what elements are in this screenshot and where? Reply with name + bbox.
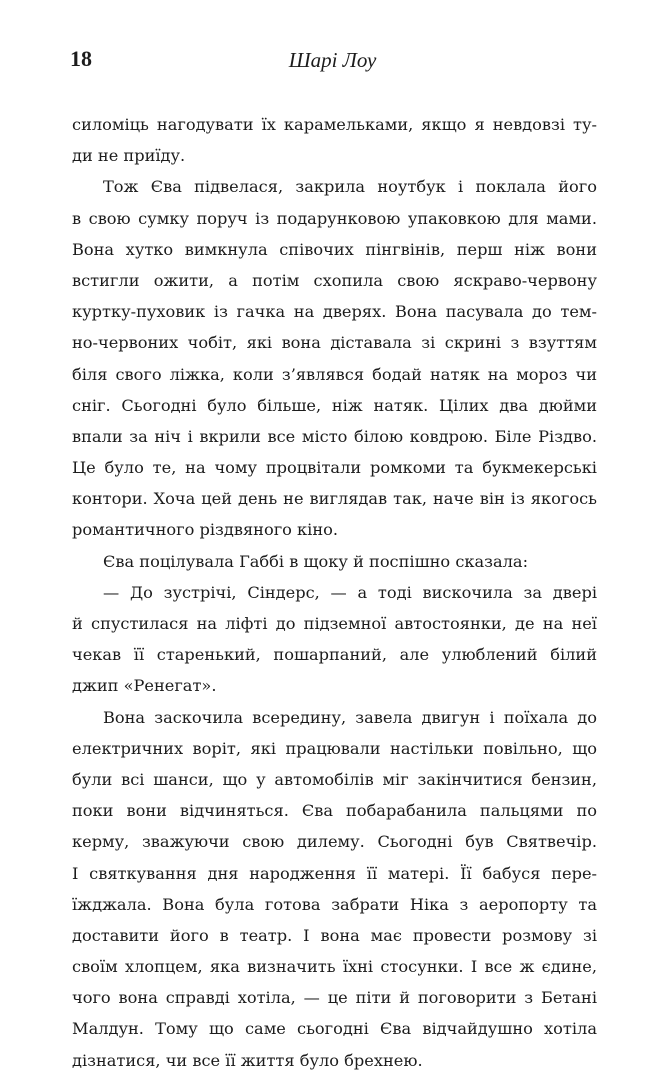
text-line: й спустилася на ліфті до підземної автостоянки, де на неї [72,614,597,633]
text-line: куртку-пуховик із гачка на дверях. Вона пасувала до тем- [72,302,597,322]
text-line: Тож Єва підвелася, закрила ноутбук і поклала його [103,177,597,197]
text-line: джип «Ренегат». [72,676,217,696]
text-line: біля свого ліжка, коли з’являвся бодай натяк на мороз чи [72,364,597,384]
text-line: впали за ніч і вкрили все місто білою ковдрою. Біле Різдво. [72,426,597,446]
text-line: доставити його в театр. І вона має провести розмову зі [72,925,597,945]
text-line: Вона хутко вимкнула співочих пінгвінів, перш ніж вони [72,239,597,259]
text-line: сніг. Сьогодні було більше, ніж натяк. Цілих два дюйми [72,395,597,415]
text-line: були всі шанси, що у автомобілів міг закінчитися бензин, [72,769,597,789]
body-text [72,109,597,1076]
text-line: ди не приїду. [72,146,186,166]
text-line: встигли ожити, а потім схопила свою яскраво-червону [72,270,597,290]
text-line: Єва поцілувала Габбі в щоку й поспішно сказала: [103,551,529,571]
text-line: силоміць нагодувати їх карамельками, якщо я невдовзі ту- [72,115,597,134]
text-line: контори. Хоча цей день не виглядав так, наче він із якогось [72,489,597,509]
text-line: їжджала. Вона була готова забрати Ніка з аеропорту та [72,894,597,914]
text-line: романтичного різдвяного кіно. [72,520,339,540]
text-line: керму, зважуючи свою дилему. Сьогодні був Святвечір. [72,832,597,852]
text-line: І святкування дня народження її матері. Її бабуся пере- [72,863,597,883]
text-line: но-червоних чобіт, які вона діставала зі скрині з взуттям [72,333,597,353]
text-line: чекав її старенький, пошарпаний, але улюблений білий [72,645,597,665]
running-head-author: Шарі Лоу [288,48,377,72]
text-line: своїм хлопцем, яка визначить їхні стосунки. І все ж єдине, [72,957,597,977]
text-line: поки вони відчиняться. Єва побарабанила пальцями по [72,801,597,821]
text-line: дізнатися, чи все її життя було брехнею. [72,1050,423,1070]
page-number: 18 [70,46,92,71]
text-line: Вона заскочила всередину, завела двигун і поїхала до [103,707,597,727]
text-line: в свою сумку поруч із подарунковою упаковкою для мами. [72,208,597,228]
text-line: — До зустрічі, Сіндерс, — а тоді вискочила за двері [103,582,597,602]
text-line: Це було те, на чому процвітали ромкоми та букмекерські [72,458,597,478]
text-line: чого вона справді хотіла, — це піти й поговорити з Бетані [72,988,597,1008]
text-line: електричних воріт, які працювали настільки повільно, що [72,738,597,758]
text-line: Малдун. Тому що саме сьогодні Єва відчайдушно хотіла [72,1019,597,1039]
